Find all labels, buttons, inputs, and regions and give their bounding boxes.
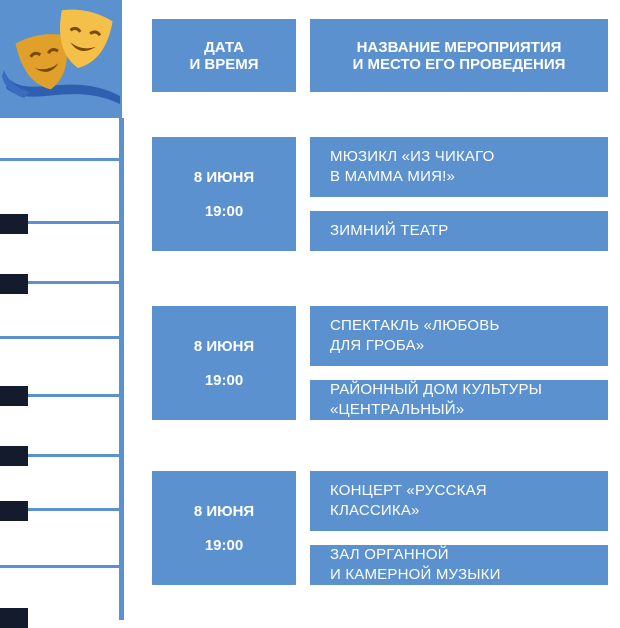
event-date-cell [152,137,296,251]
header-date-time: ДАТА И ВРЕМЯ [152,19,296,92]
event-title: КОНЦЕРТ «РУССКАЯ КЛАССИКА» [310,471,608,531]
theater-masks-icon [0,0,122,118]
header-event-name: НАЗВАНИЕ МЕРОПРИЯТИЯ И МЕСТО ЕГО ПРОВЕДЕНИЯ [310,19,608,92]
event-date: 8 ИЮНЯ [193,168,255,186]
piano-keys-decoration [0,118,124,620]
event-venue: РАЙОННЫЙ ДОМ КУЛЬТУРЫ «ЦЕНТРАЛЬНЫЙ» [310,380,608,420]
event-time: 19:00 [204,202,244,220]
event-title: МЮЗИКЛ «ИЗ ЧИКАГО В МАММА МИЯ!» [310,137,608,197]
event-time: 19:00 [204,371,244,389]
left-decoration [0,0,124,620]
logo-box [0,0,122,118]
event-date-cell [152,471,296,585]
event-date-cell [152,306,296,420]
event-date: 8 ИЮНЯ [193,337,255,355]
event-time: 19:00 [204,536,244,554]
event-date: 8 ИЮНЯ [193,502,255,520]
event-title: СПЕКТАКЛЬ «ЛЮБОВЬ ДЛЯ ГРОБА» [310,306,608,366]
event-venue: ЗИМНИЙ ТЕАТР [310,211,608,251]
event-venue: ЗАЛ ОРГАННОЙ И КАМЕРНОЙ МУЗЫКИ [310,545,608,585]
